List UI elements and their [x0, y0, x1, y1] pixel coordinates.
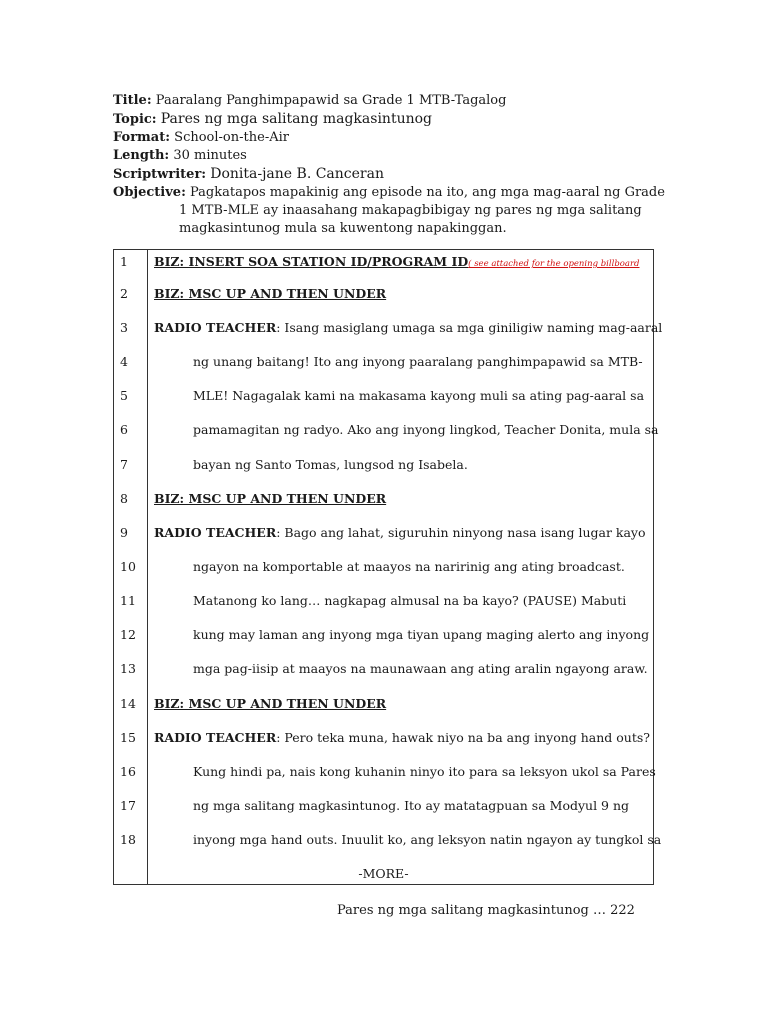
- line-number: 9: [120, 525, 128, 540]
- script-line-text: [154, 521, 646, 545]
- script-line-text: [193, 453, 468, 477]
- dialogue-text: : Pero teka muna, hawak niyo na ba ang inyong hand outs?: [276, 730, 650, 745]
- biz-cue: BIZ: MSC UP AND THEN UNDER: [154, 696, 387, 711]
- script-line-text: [193, 350, 643, 374]
- dialogue-text: Matanong ko lang… nagkapag almusal na ba kayo? (PAUSE) Mabuti: [193, 593, 627, 608]
- dialogue-text: kung may laman ang inyong mga tiyan upang maging alerto ang inyong: [193, 627, 650, 642]
- script-row: [114, 760, 656, 784]
- line-number: 15: [120, 730, 136, 745]
- dialogue-text: : Bago ang lahat, siguruhin ninyong nasa isang lugar kayo: [276, 525, 646, 540]
- line-number: 13: [120, 661, 136, 676]
- format-label: Format:: [113, 130, 171, 145]
- script-row: [114, 828, 662, 852]
- topic-value: Pares ng mga salitang magkasintunog: [160, 111, 432, 127]
- script-line-text: [193, 623, 649, 647]
- objective-line: [113, 184, 673, 202]
- objective-text-2: 1 MTB-MLE ay inaasahang makapagbibigay ng pares ng mga salitang: [179, 203, 642, 218]
- script-line-text: [154, 692, 386, 716]
- script-row: [114, 418, 659, 442]
- script-header: [113, 92, 673, 238]
- speaker-label: RADIO TEACHER: [154, 525, 277, 540]
- script-line-text: [193, 760, 656, 784]
- dialogue-text: ng mga salitang magkasintunog. Ito ay matatagpuan sa Modyul 9 ng: [193, 798, 630, 813]
- script-line-text: [154, 487, 386, 511]
- speaker-label: RADIO TEACHER: [154, 730, 277, 745]
- format-line: [113, 129, 673, 147]
- line-number: 16: [120, 764, 136, 779]
- line-number: 2: [120, 286, 128, 301]
- line-number: 4: [120, 354, 128, 369]
- biz-cue: BIZ: MSC UP AND THEN UNDER: [154, 286, 387, 301]
- dialogue-text: : Isang masiglang umaga sa mga giniligiw naming mag-aaral: [276, 320, 663, 335]
- script-row: [114, 692, 653, 716]
- format-value: School-on-the-Air: [174, 130, 289, 145]
- speaker-label: RADIO TEACHER: [154, 320, 277, 335]
- dialogue-text: MLE! Nagagalak kami na makasama kayong muli sa ating pag-aaral sa: [193, 388, 645, 403]
- length-label: Length:: [113, 148, 170, 163]
- script-line-text: [193, 794, 629, 818]
- script-row: [114, 726, 653, 750]
- topic-line: [113, 110, 673, 129]
- topic-label: Topic:: [113, 112, 157, 127]
- length-line: [113, 147, 673, 165]
- script-row: [114, 282, 653, 306]
- script-line-text: [193, 384, 644, 408]
- dialogue-text: ngayon na komportable at maayos na naririnig ang ating broadcast.: [193, 559, 625, 574]
- scriptwriter-label: Scriptwriter:: [113, 167, 207, 182]
- script-line-text: [154, 316, 662, 340]
- script-line-text: [193, 657, 648, 681]
- page-footer: Pares ng mga salitang magkasintunog … 222: [337, 903, 635, 918]
- objective-text-1: Pagkatapos mapakinig ang episode na ito, ang mga mag-aaral ng Grade: [190, 185, 665, 200]
- dialogue-text: ng unang baitang! Ito ang inyong paaralang panghimpapawid sa MTB-: [193, 354, 643, 369]
- title-line: [113, 92, 673, 110]
- line-number: 11: [120, 593, 136, 608]
- line-number: 5: [120, 388, 128, 403]
- line-number: 8: [120, 491, 128, 506]
- dialogue-text: inyong mga hand outs. Inuulit ko, ang leksyon natin ngayon ay tungkol sa: [193, 832, 662, 847]
- script-row: [114, 657, 653, 681]
- script-row: [114, 794, 653, 818]
- dialogue-text: mga pag-iisip at maayos na maunawaan ang ating aralin ngayong araw.: [193, 661, 648, 676]
- line-number: 10: [120, 559, 136, 574]
- script-line-text: [193, 555, 625, 579]
- script-line-text: [193, 589, 626, 613]
- script-row: [114, 453, 653, 477]
- title-value: Paaralang Panghimpapawid sa Grade 1 MTB-Tagalog: [155, 93, 507, 108]
- line-number: 14: [120, 696, 136, 711]
- script-row: [114, 250, 653, 274]
- script-row: [114, 350, 653, 374]
- dialogue-text: bayan ng Santo Tomas, lungsod ng Isabela.: [193, 457, 468, 472]
- line-number: 1: [120, 254, 128, 269]
- billboard-note: ( see attached for the opening billboard: [468, 259, 640, 269]
- title-label: Title:: [113, 93, 152, 108]
- objective-label: Objective:: [113, 185, 186, 200]
- dialogue-text: Kung hindi pa, nais kong kuhanin ninyo ito para sa leksyon ukol sa Pares: [193, 764, 656, 779]
- script-row: [114, 555, 653, 579]
- script-line-text: [154, 282, 386, 306]
- more-marker: -MORE-: [358, 866, 409, 881]
- scriptwriter-line: [113, 165, 673, 184]
- script-line-text: [154, 726, 650, 750]
- scriptwriter-value: Donita-jane B. Canceran: [210, 166, 384, 182]
- script-row: [114, 521, 653, 545]
- line-number: 18: [120, 832, 136, 847]
- script-row: [114, 316, 663, 340]
- biz-cue: BIZ: MSC UP AND THEN UNDER: [154, 491, 387, 506]
- script-line-text: [193, 828, 661, 852]
- script-row: [114, 384, 653, 408]
- script-table: [113, 249, 663, 885]
- script-row: [114, 487, 653, 511]
- dialogue-text: pamamagitan ng radyo. Ako ang inyong lingkod, Teacher Donita, mula sa: [193, 422, 659, 437]
- line-number: 17: [120, 798, 136, 813]
- line-number: 3: [120, 320, 128, 335]
- script-row: [114, 589, 653, 613]
- line-number: 6: [120, 422, 128, 437]
- length-value: 30 minutes: [173, 148, 247, 163]
- objective-text-3: magkasintunog mula sa kuwentong napakinggan.: [179, 221, 507, 236]
- script-row: [114, 623, 653, 647]
- script-line-text: [193, 418, 659, 442]
- line-number: 12: [120, 627, 136, 642]
- line-number: 7: [120, 457, 128, 472]
- biz-cue: BIZ: INSERT SOA STATION ID/PROGRAM ID: [154, 254, 469, 269]
- script-line-text: [154, 250, 639, 276]
